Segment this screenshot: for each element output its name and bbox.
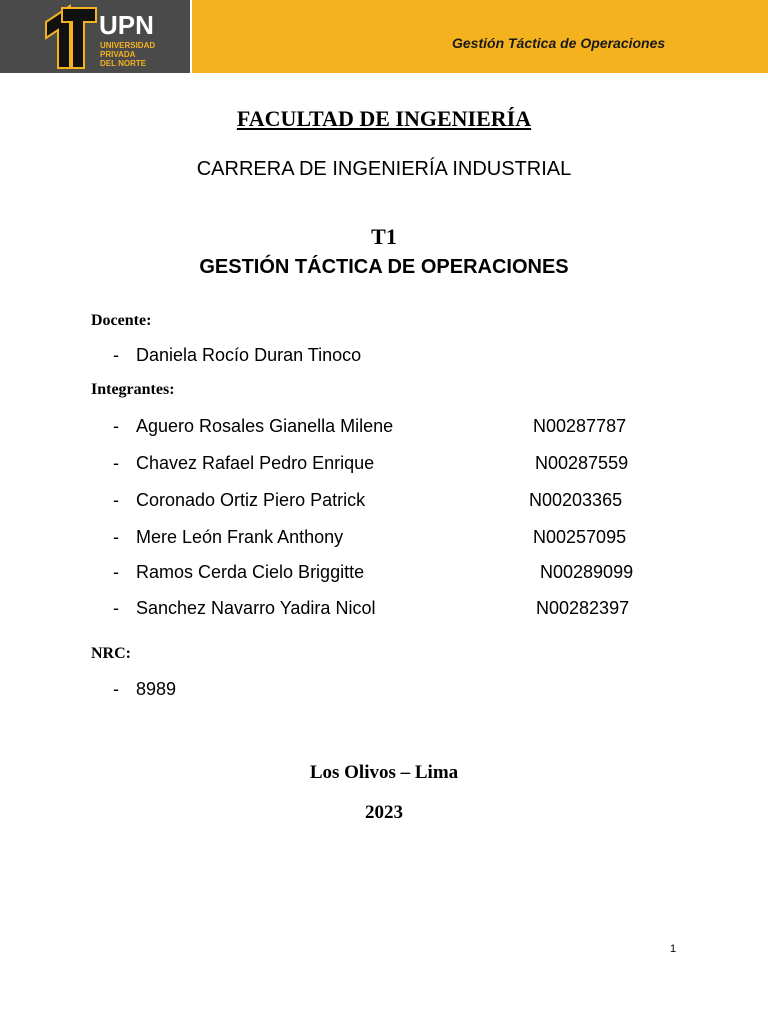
member-name: Chavez Rafael Pedro Enrique (136, 453, 375, 473)
member-code: N00287559 (535, 453, 629, 473)
page-number: 1 (670, 943, 677, 955)
year: 2023 (365, 802, 403, 823)
member-name: Aguero Rosales Gianella Milene (136, 416, 394, 436)
member-name: Sanchez Navarro Yadira Nicol (136, 598, 376, 618)
member-code: N00203365 (529, 490, 623, 510)
list-item (0, 453, 768, 477)
faculty-title: FACULTAD DE INGENIERÍA (236, 106, 532, 131)
logo-subtext-1: UNIVERSIDAD (100, 41, 156, 50)
members-label: Integrantes: (91, 381, 175, 398)
member-code: N00289099 (540, 562, 634, 582)
header-title: Gestión Táctica de Operaciones (452, 35, 666, 51)
list-item (0, 416, 768, 440)
nrc-item (0, 679, 768, 703)
bullet-dash: - (113, 416, 119, 436)
bullet-dash: - (113, 562, 119, 582)
bullet-dash: - (113, 527, 119, 547)
member-name: Mere León Frank Anthony (136, 527, 344, 547)
location: Los Olivos – Lima (309, 762, 459, 783)
teacher-label: Docente: (91, 312, 152, 329)
assignment-title: T1 (371, 224, 397, 249)
upn-logo (0, 0, 190, 73)
member-name: Coronado Ortiz Piero Patrick (136, 490, 366, 510)
list-item (0, 527, 768, 551)
bullet-dash: - (113, 453, 119, 473)
member-name: Ramos Cerda Cielo Briggitte (136, 562, 365, 582)
page-header (0, 0, 768, 73)
bullet-dash: - (113, 345, 119, 365)
nrc-value: 8989 (136, 679, 177, 699)
member-code: N00282397 (536, 598, 630, 618)
member-code: N00257095 (533, 527, 627, 547)
bullet-dash: - (113, 490, 119, 510)
teacher-name: Daniela Rocío Duran Tinoco (136, 345, 362, 365)
logo-subtext-3: DEL NORTE (100, 59, 147, 68)
bullet-dash: - (113, 679, 119, 699)
list-item (0, 598, 768, 622)
teacher-item (0, 345, 768, 369)
logo-subtext-2: PRIVADA (100, 50, 136, 59)
bullet-dash: - (113, 598, 119, 618)
member-code: N00287787 (533, 416, 627, 436)
list-item (0, 562, 768, 586)
logo-wordmark: UPN (99, 10, 154, 40)
course-title: GESTIÓN TÁCTICA DE OPERACIONES (199, 256, 569, 278)
upn-logo-icon (0, 0, 190, 73)
career-title: CARRERA DE INGENIERÍA INDUSTRIAL (196, 158, 572, 180)
nrc-label: NRC: (91, 645, 131, 662)
list-item (0, 490, 768, 514)
